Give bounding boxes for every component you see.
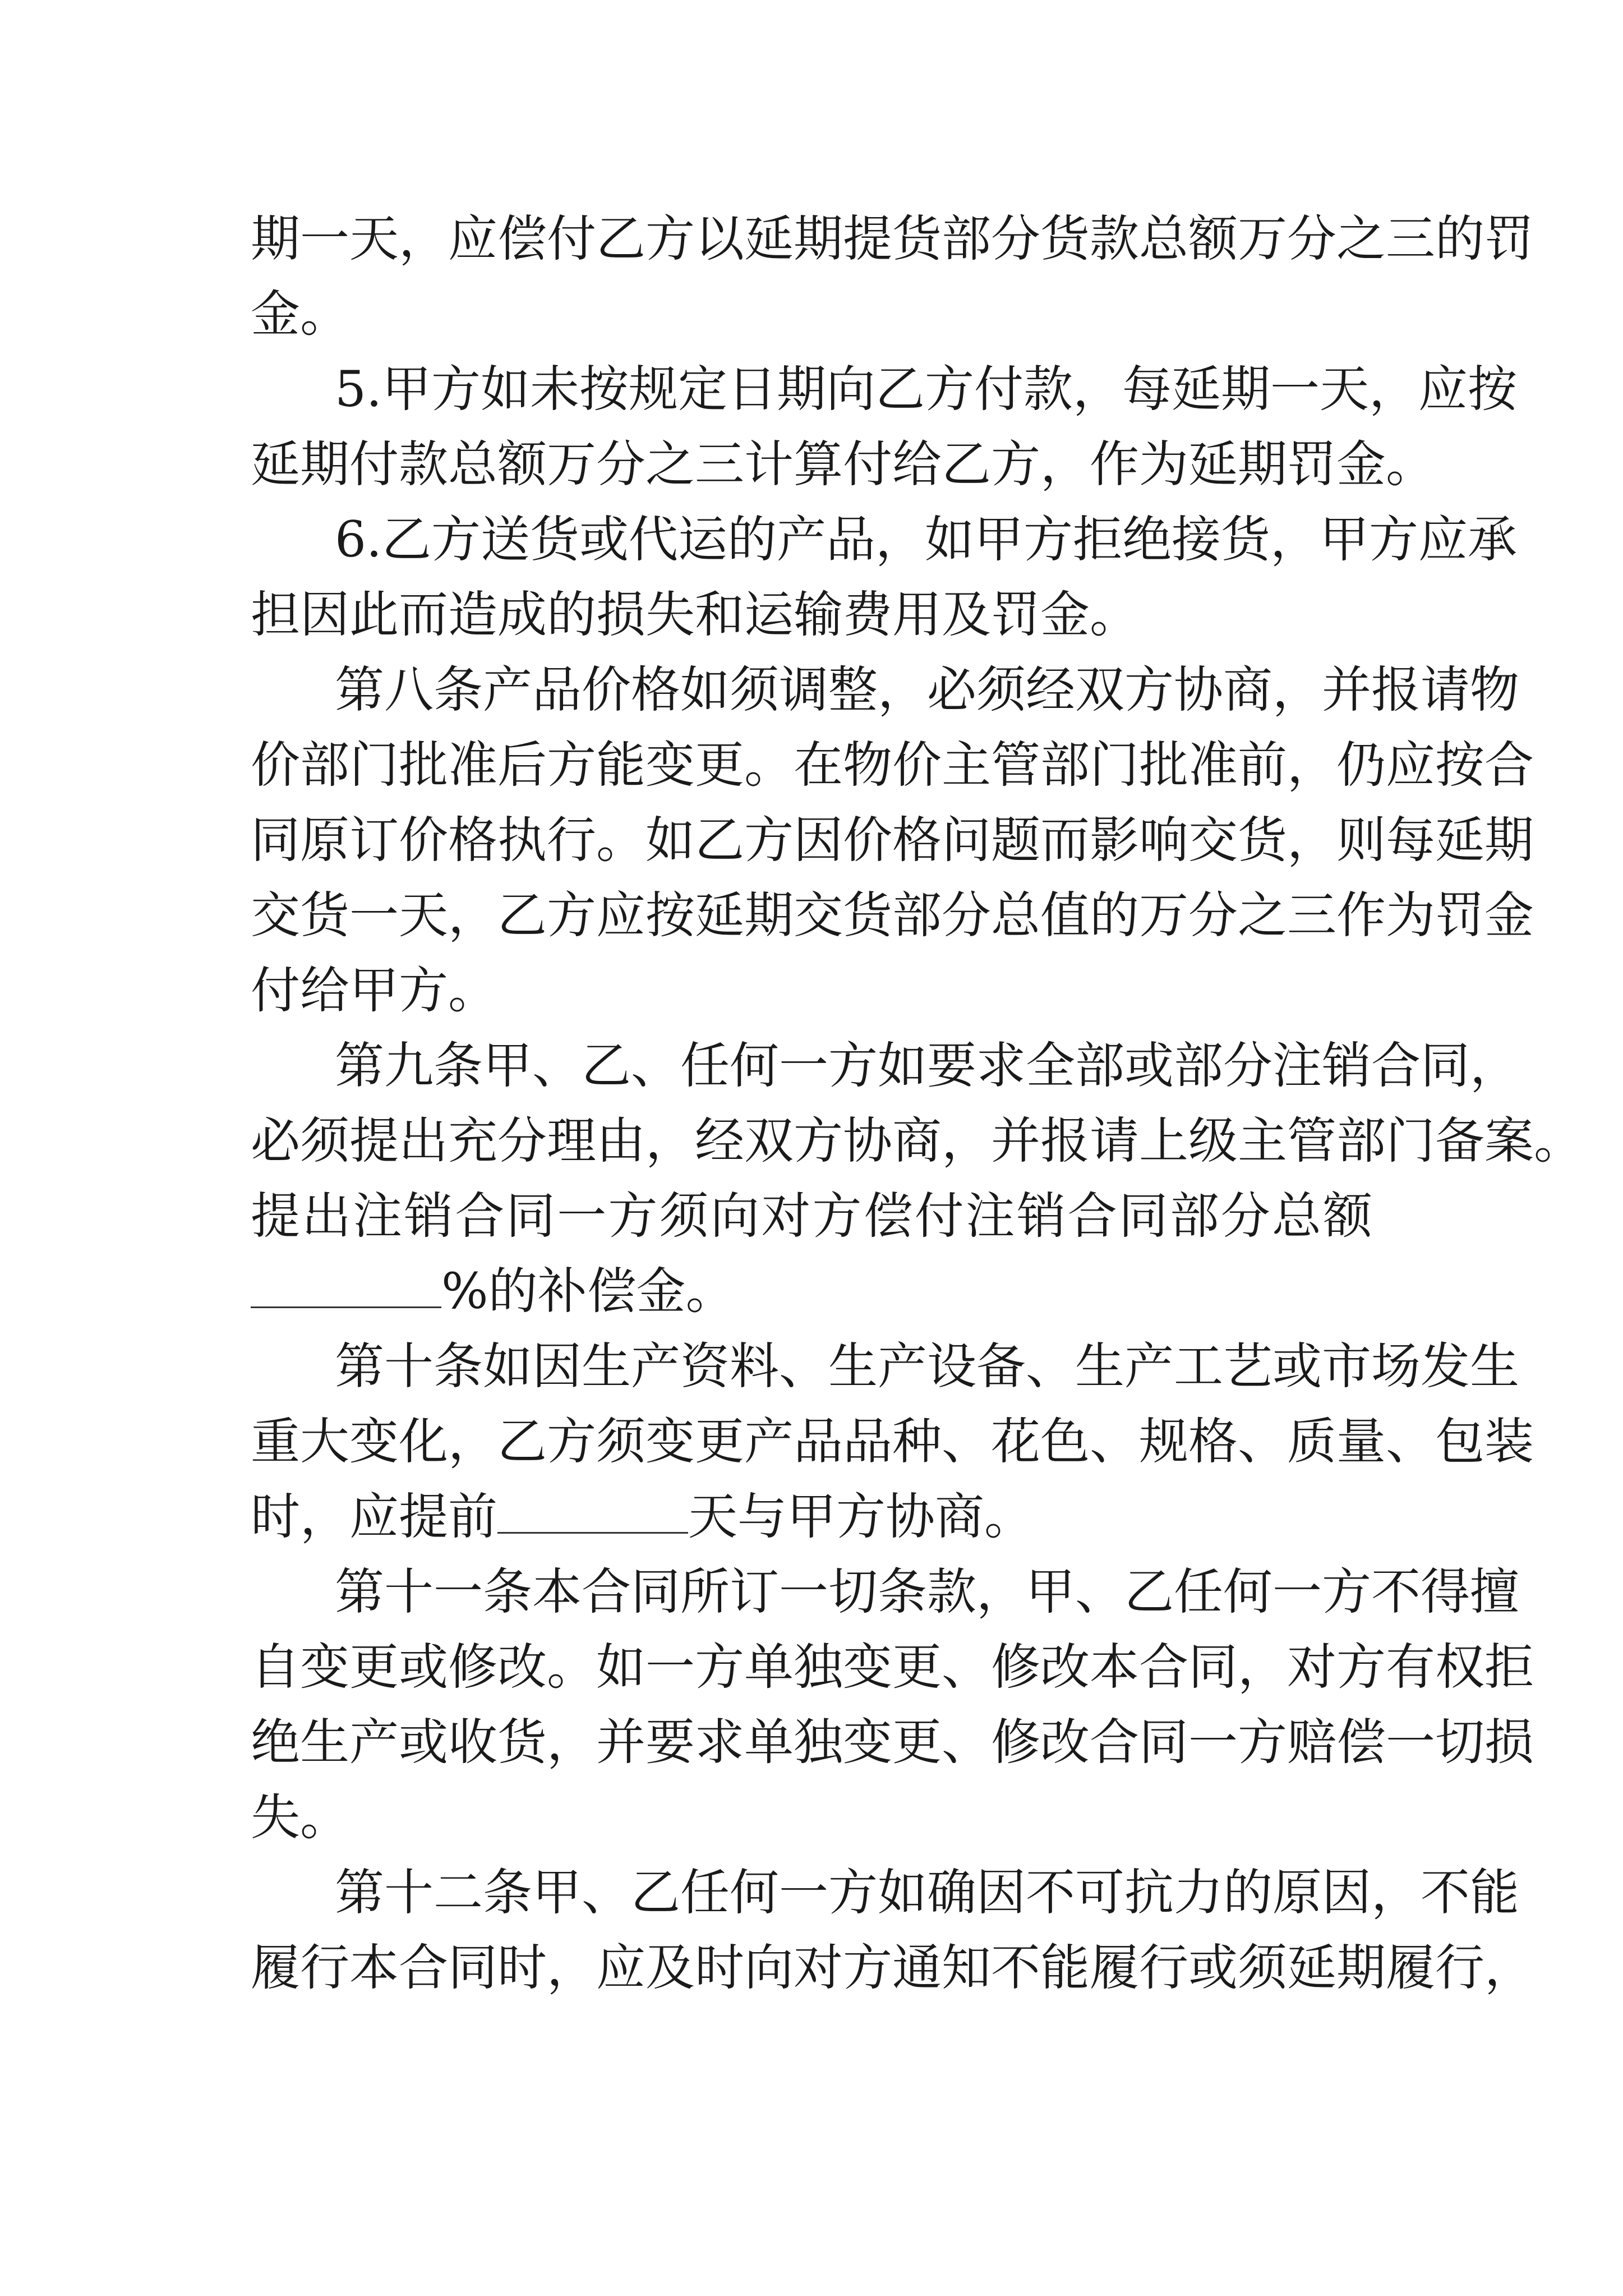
text-line: 5.甲方如未按规定日期向乙方付款，每延期一天，应按	[335, 360, 1517, 418]
text-line: 必须提出充分理由，经双方协商，并报请上级主管部门备案。	[251, 1112, 1584, 1170]
text-line: 第九条甲、乙、任何一方如要求全部或部分注销合同，	[335, 1037, 1520, 1094]
fill-in-blank	[251, 1255, 441, 1308]
text-line: 第八条产品价格如须调整，必须经双方协商，并报请物	[335, 661, 1520, 719]
text-line: 交货一天，乙方应按延期交货部分总值的万分之三作为罚金	[251, 886, 1534, 944]
text-line: 延期付款总额万分之三计算付给乙方，作为延期罚金。	[251, 435, 1436, 493]
text-line: 第十一条本合同所订一切条款，甲、乙任何一方不得擅	[335, 1563, 1520, 1621]
text-line: 期一天，应偿付乙方以延期提货部分货款总额万分之三的罚	[251, 210, 1534, 268]
text-line: 价部门批准后方能变更。在物价主管部门批准前，仍应按合	[251, 736, 1534, 794]
text-line: 绝生产或收货，并要求单独变更、修改合同一方赔偿一切损	[251, 1713, 1534, 1771]
text-segment: 天与甲方协商。	[688, 1488, 1034, 1545]
text-line: 提出注销合同一方须向对方偿付注销合同部分总额	[251, 1187, 1372, 1245]
text-line: 付给甲方。	[251, 961, 498, 1019]
text-line: 重大变化，乙方须变更产品品种、花色、规格、质量、包装	[251, 1412, 1534, 1470]
text-segment: 时，应提前	[251, 1488, 498, 1545]
text-line: 第十条如因生产资料、生产设备、生产工艺或市场发生	[335, 1337, 1520, 1395]
fill-in-blank	[497, 1480, 688, 1534]
text-segment: %的补偿金。	[441, 1262, 735, 1320]
text-line: 担因此而造成的损失和运输费用及罚金。	[251, 586, 1140, 643]
text-line	[251, 1254, 1372, 1328]
text-line: 履行本合同时，应及时向对方通知不能履行或须延期履行，	[251, 1939, 1534, 1996]
text-line: 同原订价格执行。如乙方因价格问题而影响交货，则每延期	[251, 811, 1534, 869]
text-line: 自变更或修改。如一方单独变更、修改本合同，对方有权拒	[251, 1638, 1534, 1696]
text-line: 6.乙方送货或代运的产品，如甲方拒绝接货，甲方应承	[335, 510, 1517, 568]
text-line: 第十二条甲、乙任何一方如确因不可抗力的原因，不能	[335, 1864, 1520, 1921]
text-line	[251, 1480, 1372, 1554]
text-line: 失。	[251, 1788, 350, 1846]
text-line: 金。	[251, 285, 350, 343]
